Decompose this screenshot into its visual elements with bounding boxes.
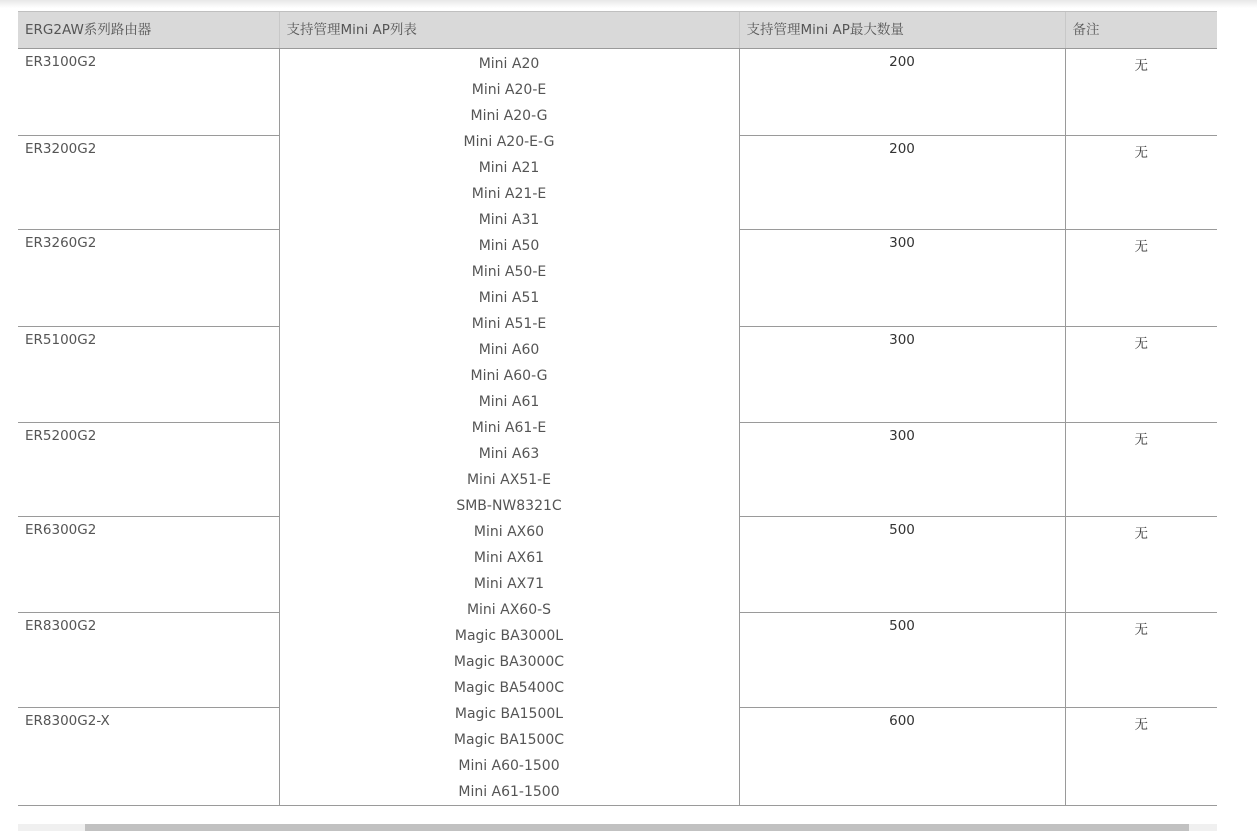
ap-model-item: Mini A20-G — [470, 108, 548, 124]
scrollbar-thumb[interactable] — [85, 824, 1189, 831]
note-cell: 无 — [1065, 707, 1217, 805]
ap-model-item: Magic BA3000L — [454, 628, 564, 644]
ap-model-item: Mini A21 — [478, 160, 540, 176]
ap-model-item: Magic BA5400C — [453, 680, 565, 696]
router-model-cell: ER8300G2-X — [18, 707, 279, 805]
ap-model-item: Mini A61-1500 — [458, 784, 560, 800]
note-cell: 无 — [1065, 517, 1217, 613]
router-model-cell: ER5100G2 — [18, 326, 279, 422]
note-cell: 无 — [1065, 326, 1217, 422]
ap-model-item: Mini A51 — [478, 290, 540, 306]
ap-model-item: Mini A60-G — [470, 368, 548, 384]
ap-model-item: Mini A31 — [478, 212, 540, 228]
ap-model-item: SMB-NW8321C — [456, 498, 562, 514]
max-ap-count-cell: 500 — [739, 613, 1065, 707]
mini-ap-support-table — [18, 11, 1217, 806]
ap-model-item: Mini A50 — [478, 238, 540, 254]
ap-model-item: Mini A20-E-G — [463, 134, 555, 150]
router-model-cell: ER3100G2 — [18, 49, 279, 136]
ap-model-item: Mini AX51-E — [466, 472, 552, 488]
ap-model-item: Mini A61-E — [471, 420, 547, 436]
router-model-cell: ER3200G2 — [18, 136, 279, 230]
note-cell: 无 — [1065, 422, 1217, 516]
table-header-row — [18, 12, 1217, 49]
router-model-cell: ER5200G2 — [18, 422, 279, 516]
ap-model-item: Mini AX61 — [473, 550, 545, 566]
ap-model-item: Mini A51-E — [471, 316, 547, 332]
ap-model-item: Magic BA3000C — [453, 654, 565, 670]
ap-model-item: Mini A20 — [478, 56, 540, 72]
horizontal-scrollbar[interactable] — [18, 824, 1217, 831]
ap-model-item: Mini A63 — [478, 446, 540, 462]
ap-model-item: Mini A21-E — [471, 186, 547, 202]
top-shadow — [0, 0, 1257, 8]
router-model-cell: ER8300G2 — [18, 613, 279, 707]
router-model-cell: ER3260G2 — [18, 230, 279, 326]
table-row — [18, 49, 1217, 136]
header-max-count: 支持管理Mini AP最大数量 — [739, 12, 1065, 49]
max-ap-count-cell: 600 — [739, 707, 1065, 805]
note-cell: 无 — [1065, 613, 1217, 707]
ap-model-item: Mini AX60 — [473, 524, 545, 540]
ap-model-item: Magic BA1500L — [454, 706, 564, 722]
ap-model-item: Magic BA1500C — [453, 732, 565, 748]
max-ap-count-cell: 300 — [739, 422, 1065, 516]
router-model-cell: ER6300G2 — [18, 517, 279, 613]
max-ap-count-cell: 200 — [739, 136, 1065, 230]
header-ap-list: 支持管理Mini AP列表 — [279, 12, 739, 49]
header-router: ERG2AW系列路由器 — [18, 12, 279, 49]
note-cell: 无 — [1065, 230, 1217, 326]
max-ap-count-cell: 300 — [739, 326, 1065, 422]
ap-model-item: Mini A60 — [478, 342, 540, 358]
ap-model-item: Mini AX60-S — [466, 602, 552, 618]
ap-model-item: Mini A60-1500 — [458, 758, 560, 774]
ap-model-item: Mini A50-E — [471, 264, 547, 280]
note-cell: 无 — [1065, 136, 1217, 230]
header-note: 备注 — [1065, 12, 1217, 49]
max-ap-count-cell: 500 — [739, 517, 1065, 613]
ap-model-item: Mini AX71 — [473, 576, 545, 592]
ap-list-cell — [279, 49, 739, 806]
note-cell: 无 — [1065, 49, 1217, 136]
ap-model-item: Mini A61 — [478, 394, 540, 410]
table-body — [18, 49, 1217, 806]
ap-model-item: Mini A20-E — [471, 82, 547, 98]
max-ap-count-cell: 300 — [739, 230, 1065, 326]
max-ap-count-cell: 200 — [739, 49, 1065, 136]
